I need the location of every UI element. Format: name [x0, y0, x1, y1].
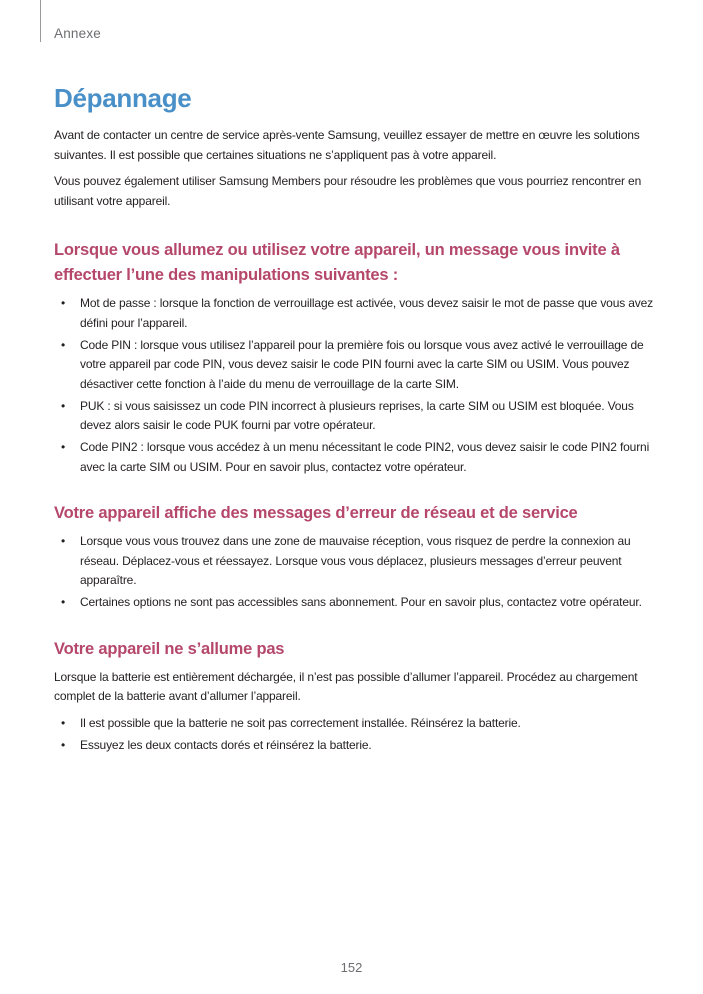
- list-item-text: Lorsque vous vous trouvez dans une zone de mauvaise réception, vous risquez de perdre la connexion au réseau. Déplacez-vous et réessayez. Lorsque vous vous déplacez, plusieurs messages d’erreur peuvent apparaître.: [80, 534, 631, 587]
- bullet-icon: •: [61, 440, 66, 454]
- list-item: [54, 397, 654, 436]
- bullet-icon: •: [61, 337, 66, 352]
- bullet-icon: •: [61, 595, 66, 609]
- margin-rule: [40, 0, 41, 42]
- list-item: [54, 714, 654, 734]
- bullet-list: [54, 714, 654, 756]
- section-heading: Votre appareil ne s’allume pas: [54, 639, 285, 658]
- section-heading: Votre appareil affiche des messages d’erreur de réseau et de service: [54, 504, 578, 522]
- bullet-icon: •: [61, 715, 66, 730]
- bullet-icon: •: [61, 296, 66, 310]
- list-item-text: Il est possible que la batterie ne soit pas correctement installée. Réinsérez la batterie.: [80, 715, 521, 730]
- bullet-list: [54, 294, 654, 477]
- intro-paragraph: Avant de contacter un centre de service après-vente Samsung, veuillez essayer de mettre en œuvre les solutions suivantes. Il est possible que certaines situations ne s’appliquent pas à votre appareil.: [54, 128, 640, 162]
- document-body: [54, 80, 654, 758]
- bullet-icon: •: [61, 534, 66, 548]
- bullet-icon: •: [61, 737, 66, 752]
- list-item: [54, 438, 654, 477]
- list-item: [54, 336, 654, 395]
- bullet-list: [54, 532, 654, 613]
- list-item-text: Code PIN2 : lorsque vous accédez à un menu nécessitant le code PIN2, vous devez saisir le code PIN2 fourni avec la carte SIM ou USIM. Pour en savoir plus, contactez votre opérateur.: [80, 440, 650, 474]
- bullet-icon: •: [61, 398, 66, 413]
- section-heading: Lorsque vous allumez ou utilisez votre appareil, un message vous invite à effectuer l’une des manipulations suivantes :: [54, 241, 620, 284]
- list-item-text: Mot de passe : lorsque la fonction de verrouillage est activée, vous devez saisir le mot de passe que vous avez défini pour l’appareil.: [80, 296, 654, 330]
- list-item-text: Code PIN : lorsque vous utilisez l’appareil pour la première fois ou lorsque vous avez activé le verrouillage de votre appareil par code PIN, vous devez saisir le code PIN fourni avec la carte SIM ou USIM. Vous pouvez désactiver cette fonction à l’aide du menu de verrouillage de la carte SIM.: [80, 337, 644, 391]
- list-item: [54, 532, 654, 591]
- page-number: 152: [340, 960, 363, 975]
- list-item-text: PUK : si vous saisissez un code PIN incorrect à plusieurs reprises, la carte SIM ou USIM est bloquée. Vous devez alors saisir le code PUK fourni par votre opérateur.: [80, 398, 634, 432]
- page-title: Dépannage: [54, 83, 192, 113]
- list-item: [54, 736, 654, 756]
- section-label: Annexe: [54, 26, 101, 41]
- list-item-text: Essuyez les deux contacts dorés et réinsérez la batterie.: [80, 737, 372, 752]
- list-item: [54, 294, 654, 333]
- list-item-text: Certaines options ne sont pas accessibles sans abonnement. Pour en savoir plus, contactez votre opérateur.: [80, 595, 642, 609]
- section-paragraph: Lorsque la batterie est entièrement déchargée, il n’est pas possible d’allumer l’appareil. Procédez au chargement complet de la batterie avant d’allumer l’appareil.: [54, 669, 638, 703]
- list-item: [54, 593, 654, 613]
- intro-paragraph: Vous pouvez également utiliser Samsung Members pour résoudre les problèmes que vous pourriez rencontrer en utilisant votre appareil.: [54, 174, 642, 208]
